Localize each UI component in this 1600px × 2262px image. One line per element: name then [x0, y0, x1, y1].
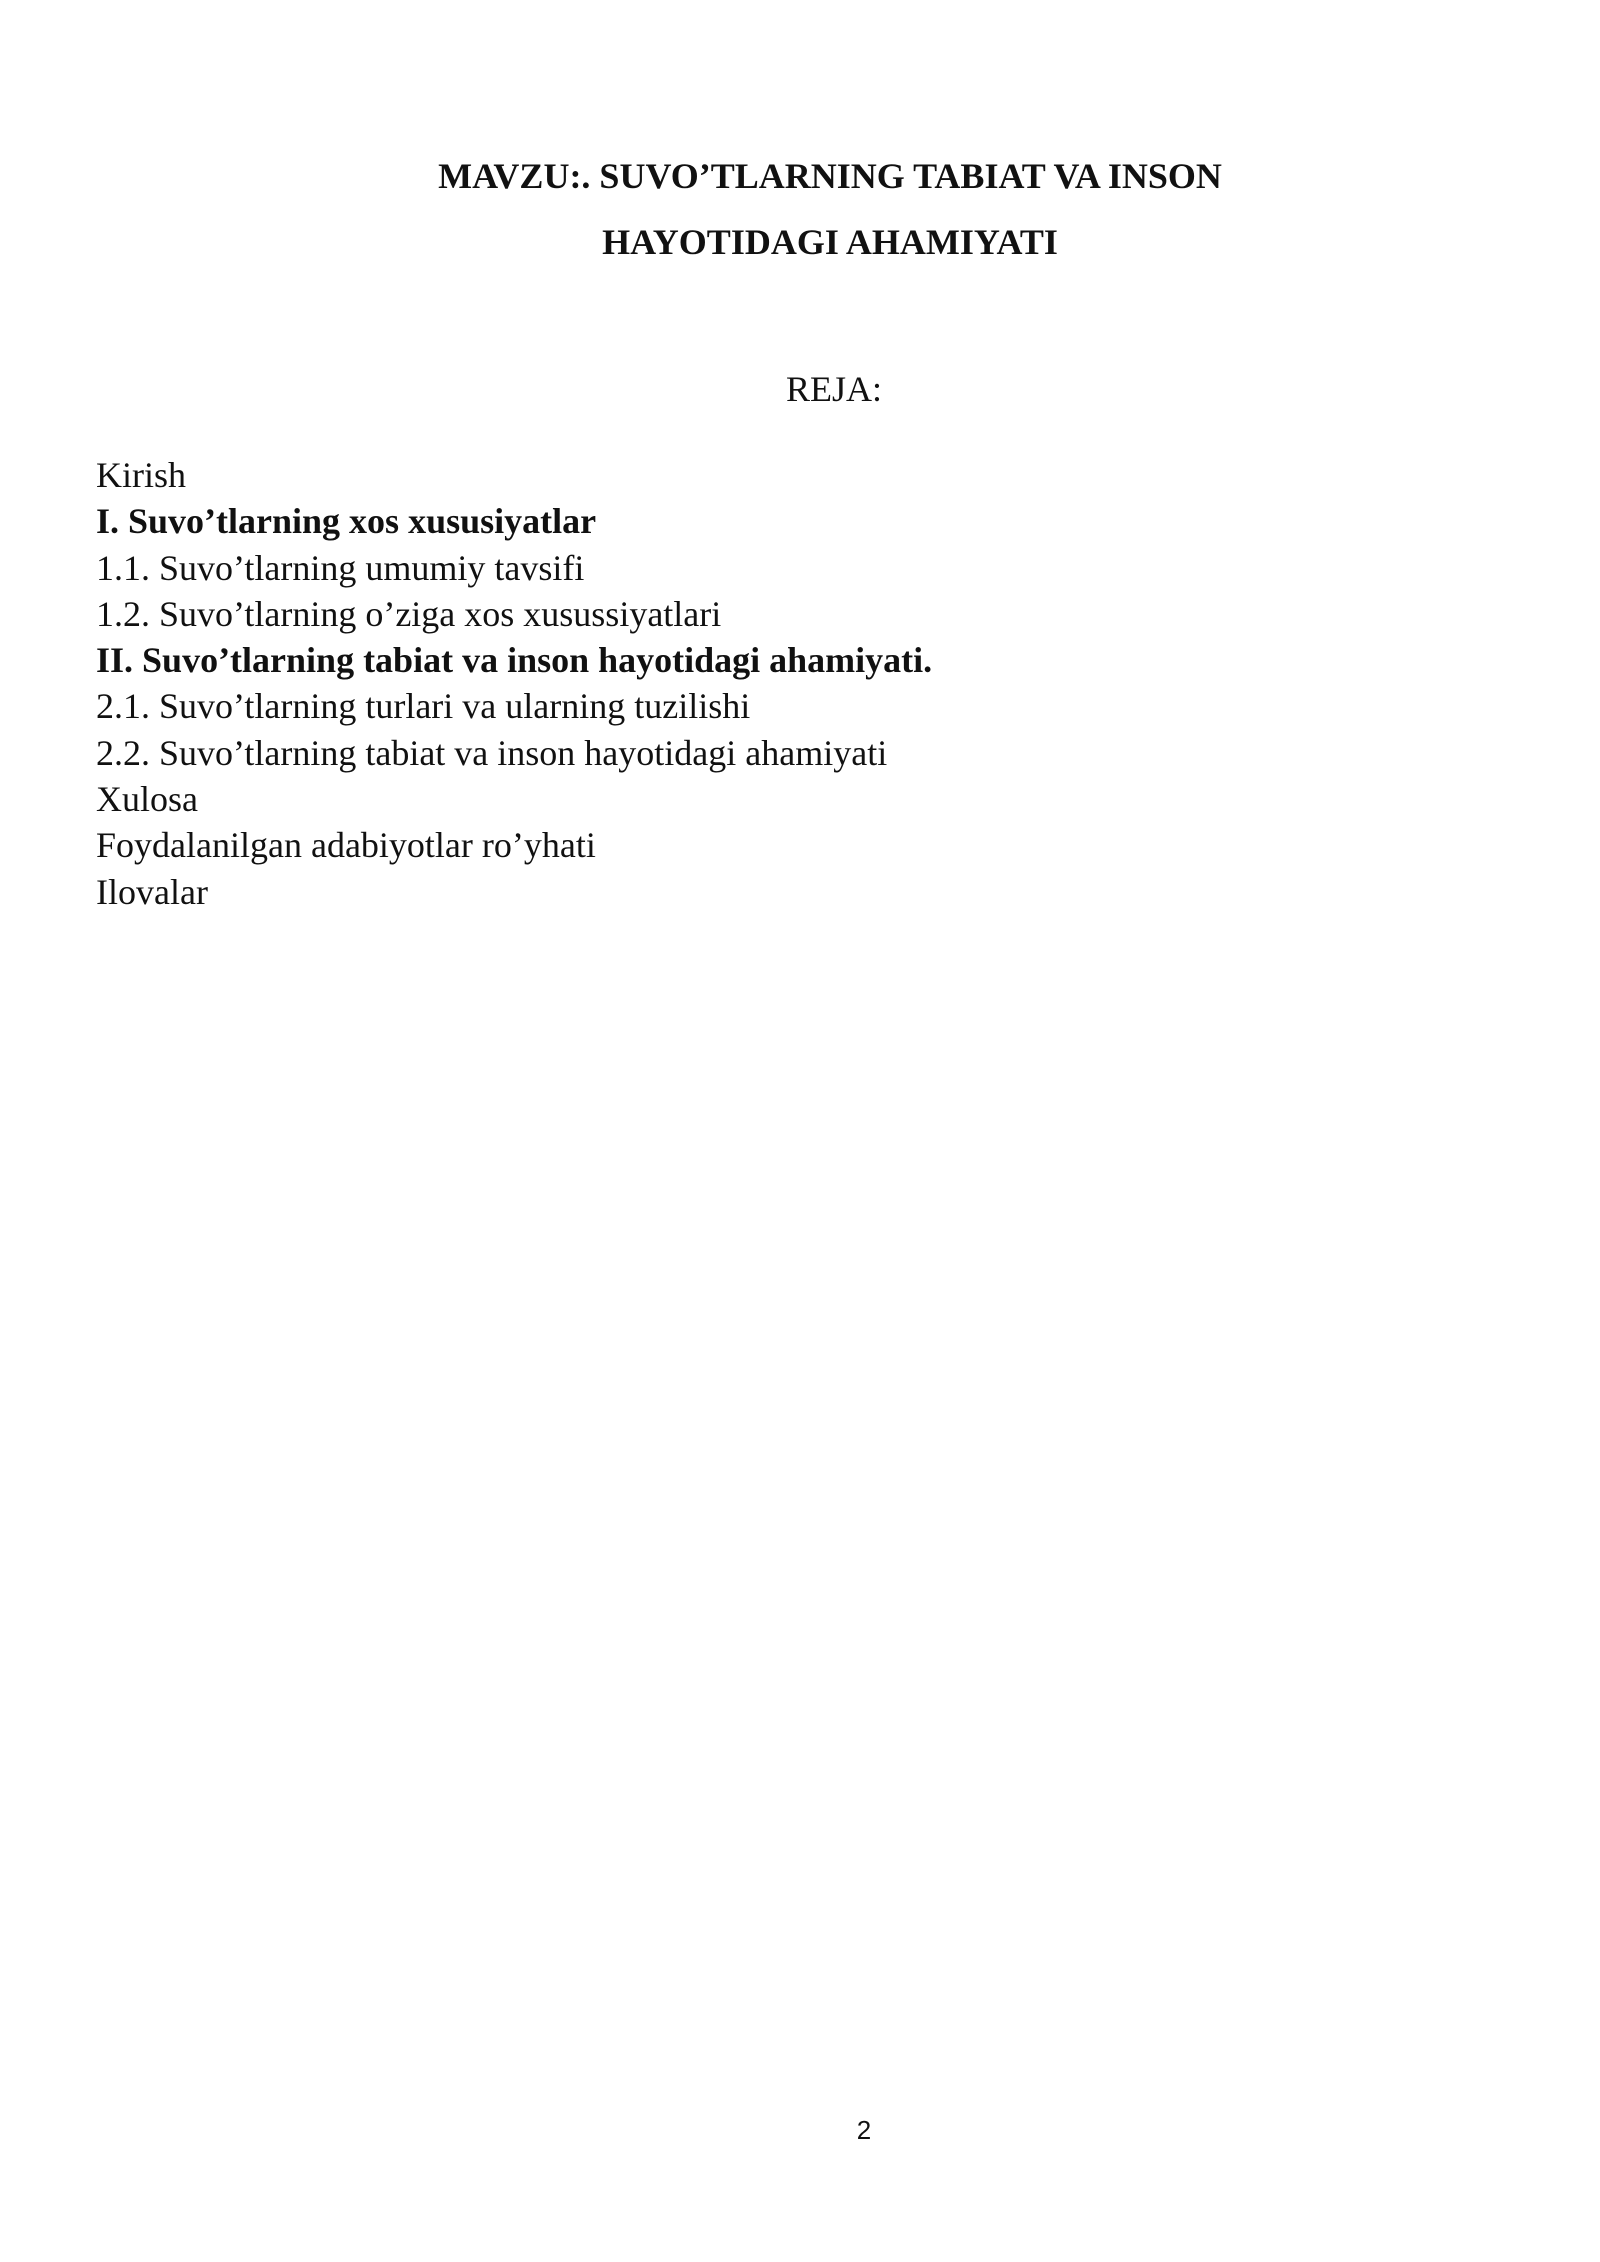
page-number: 2	[856, 2115, 872, 2145]
toc-item-chapter-2: II. Suvo’tlarning tabiat va inson hayotidagi ahamiyati.	[96, 640, 933, 681]
toc-item-section-2-1: 2.1. Suvo’tlarning turlari va ularning tuzilishi	[96, 686, 751, 727]
toc-item-chapter-1: I. Suvo’tlarning xos xususiyatlar	[96, 501, 597, 542]
toc-item-section-1-1: 1.1. Suvo’tlarning umumiy tavsifi	[96, 547, 585, 588]
document-title	[0, 143, 1600, 275]
title-line-2: HAYOTIDAGI AHAMIYATI	[602, 222, 1058, 262]
toc-item-section-1-2: 1.2. Suvo’tlarning o’ziga xos xusussiyatlari	[96, 593, 722, 634]
toc-item-conclusion: Xulosa	[96, 779, 198, 820]
toc-item-appendices: Ilovalar	[96, 871, 208, 912]
plan-heading: REJA:	[785, 369, 882, 409]
table-of-contents	[96, 452, 1516, 915]
toc-item-introduction: Kirish	[96, 455, 186, 495]
title-line-1: MAVZU:. SUVO’TLARNING TABIAT VA INSON	[438, 156, 1222, 196]
toc-item-bibliography: Foydalanilgan adabiyotlar ro’yhati	[96, 825, 596, 866]
toc-item-section-2-2: 2.2. Suvo’tlarning tabiat va inson hayotidagi ahamiyati	[96, 732, 888, 773]
